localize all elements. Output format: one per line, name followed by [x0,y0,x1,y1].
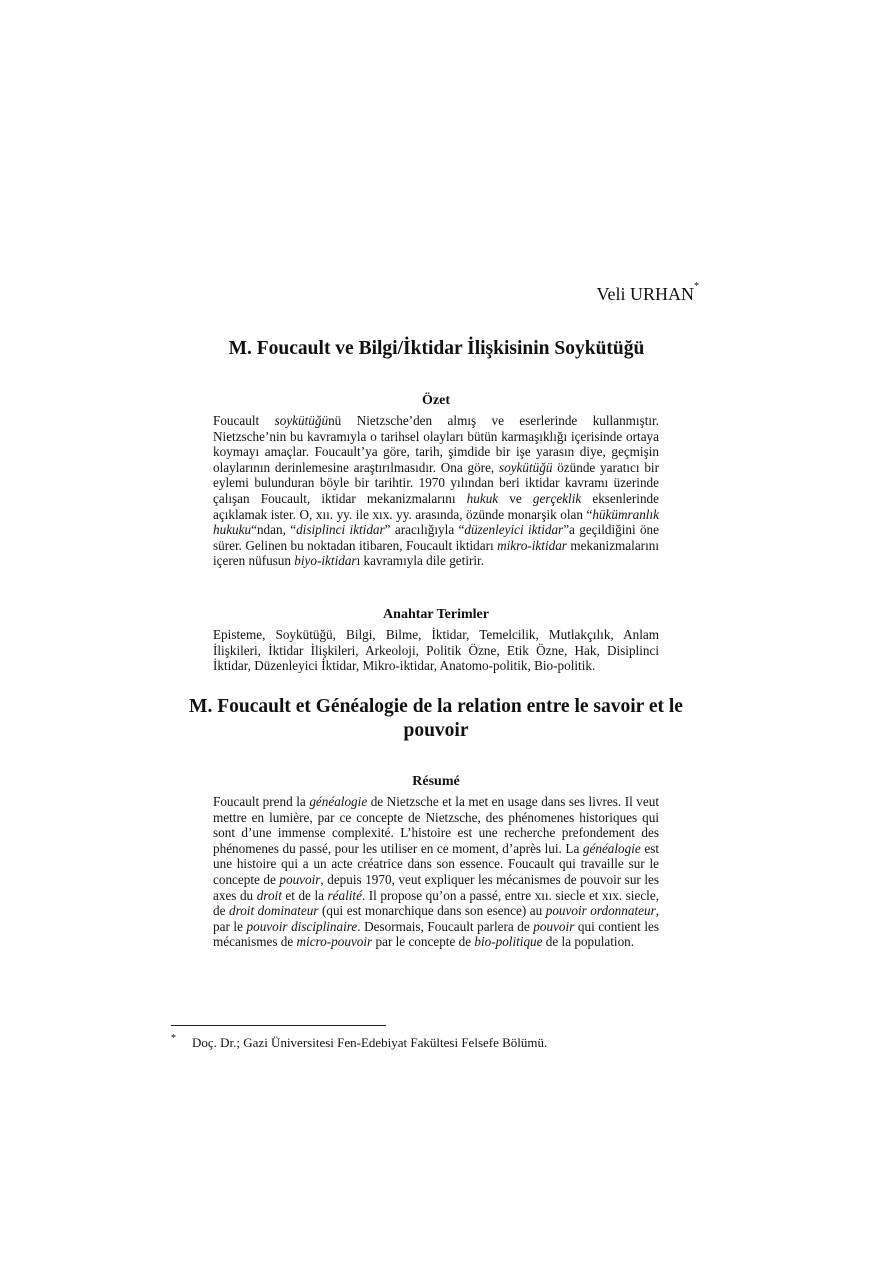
italic-term: hukuk [466,490,499,506]
text-run: nü Nietzsche’den almış ve eserlerinde kullanmıştır. Nietzsche’nin bu kavramıyla o tarihsel olayları bütün karmaşıklığı içerisinde ortaya koymayı amaçlar. Foucault’ya göre, tarih, şimdide bir işe yarasın diye, geçmişin olaylarının derinlemesine araştırılmasıdır. Ona göre, [213,413,660,475]
ozet-heading: Özet [422,393,450,408]
italic-term: gerçeklik [532,490,582,506]
resume-abstract [213,794,659,950]
text-run: Foucault [213,413,275,428]
text-run: qui contient les mécanismes de [213,918,660,950]
keywords-text: Episteme, Soykütüğü, Bilgi, Bilme, İktidar, Temelcilik, Mutlakçılık, Anlam İlişkileri, İktidar İlişkileri, Arkeoloji, Politik Özne, Etik Özne, Hak, Disiplinci İktidar, Düzenleyici İktidar, Mikro-iktidar, Anatomo-politik, Bio-politik. [213,627,659,674]
text-run: . Desormais, Foucault parlera de [357,918,534,934]
text-run: , par le [213,903,659,934]
text-run: ”a geçildiğini öne sürer. Gelinen bu noktadan itibaren, Foucault iktidarı [213,522,660,553]
italic-term: pouvoir disciplinaire [246,918,358,934]
text-run: eksenlerinde açıklamak ister. O, xıı. yy. ile xıx. yy. arasında, özünde monarşik olan “ [213,490,659,522]
italic-term: mikro-iktidar [497,537,567,553]
text-run: , depuis 1970, veut expliquer les mécanismes de pouvoir sur les axes du [213,871,659,903]
footnote-mark: * [171,1033,176,1044]
author-footnote-mark: * [694,281,699,292]
italic-term: droit [256,887,282,903]
italic-term: droit dominateur [228,903,319,919]
text-run: de la population. [542,934,635,950]
italic-term: pouvoir ordonnateur [545,903,656,919]
italic-term: hükümranlık hukuku [213,506,659,538]
turkish-title: M. Foucault ve Bilgi/İktidar İlişkisinin Soykütüğü [228,338,645,359]
italic-term: soykütüğü [274,413,329,428]
italic-term: généalogie [582,840,641,856]
text-run: . Il propose qu’on a passé, entre xıı. siecle et xıx. siecle, de [213,887,659,919]
text-run: et de la [281,887,328,903]
text-run: ve [498,490,533,506]
keywords-heading: Anahtar Terimler [383,607,489,622]
italic-term: disiplinci iktidar [296,522,385,538]
author-name: Veli URHAN [596,284,694,304]
text-run: ı kavramıyla dile getirir. [356,553,485,569]
text-run: Foucault prend la [213,794,310,809]
italic-term: pouvoir [279,871,321,887]
italic-term: soykütüğü [498,459,553,475]
text-run: özünde yaratıcı bir eylemi bulunduran böyle bir tarihtir. 1970 yılından beri iktidar kavramı üzerinde çalışan Foucault, iktidar mekanizmalarını [213,459,659,506]
french-title: M. Foucault et Généalogie de la relation entre le savoir et le pouvoir [189,696,683,741]
footnote-divider [171,1025,386,1026]
italic-term: micro-pouvoir [296,934,373,950]
italic-term: généalogie [309,794,368,809]
text-run: (qui est monarchique dans son esence) au [318,903,546,919]
text-run: ” aracılığıyla “ [384,522,465,538]
italic-term: biyo-iktidar [294,553,357,569]
italic-term: pouvoir [533,918,575,934]
text-run: mekanizmalarını içeren nüfusun [213,537,659,569]
resume-heading: Résumé [412,774,460,789]
text-run: par le concepte de [372,934,475,950]
italic-term: bio-politique [474,934,543,950]
text-run: “ndan, “ [251,522,297,538]
text-run: de Nietzsche et la met en usage dans ses livres. Il veut mettre en lumière, par ce concepte de Nietzsche, des phénomenes historiques qui sont d’une immense complexité. L’histoire est une recherche prefondement des phénomenes du passé, pour les utiliser en ce moment, d’après lui. La [213,794,659,856]
italic-term: réalité [327,887,362,903]
text-run: est une histoire qui a un acte créatrice dans son essence. Foucault qui travaille sur le concepte de [213,840,659,887]
author-line [596,281,700,305]
footnote-text: Doç. Dr.; Gazi Üniversitesi Fen-Edebiyat Fakültesi Felsefe Bölümü. [192,1035,548,1050]
italic-term: düzenleyici iktidar [464,522,564,538]
ozet-abstract [213,413,659,569]
